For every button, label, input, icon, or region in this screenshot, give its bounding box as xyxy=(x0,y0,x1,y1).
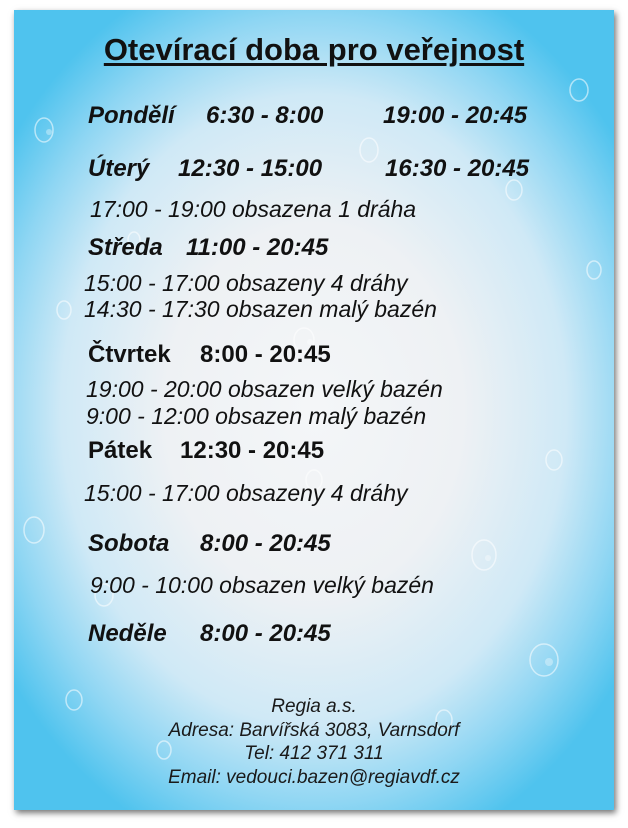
saturday-note-1: 9:00 - 10:00 obsazen velký bazén xyxy=(90,572,434,598)
wednesday-day: Středa xyxy=(88,234,163,261)
footer-company: Regia a.s. xyxy=(271,696,357,717)
thursday-day: Čtvrtek xyxy=(88,341,171,368)
wednesday-time-1: 11:00 - 20:45 xyxy=(186,234,329,261)
monday-time-1: 6:30 - 8:00 xyxy=(206,102,324,129)
wednesday-note-2: 14:30 - 17:30 obsazen malý bazén xyxy=(84,296,437,322)
thursday-note-1: 19:00 - 20:00 obsazen velký bazén xyxy=(86,376,443,402)
footer-address: Adresa: Barvířská 3083, Varnsdorf xyxy=(168,720,460,741)
thursday-note-2: 9:00 - 12:00 obsazen malý bazén xyxy=(86,403,427,429)
thursday-time-1: 8:00 - 20:45 xyxy=(200,341,331,368)
tuesday-day: Úterý xyxy=(88,155,150,182)
tuesday-time-2: 16:30 - 20:45 xyxy=(385,155,530,182)
sunday-time-1: 8:00 - 20:45 xyxy=(200,620,331,647)
friday-note-1: 15:00 - 17:00 obsazeny 4 dráhy xyxy=(84,480,408,506)
footer-email: Email: vedouci.bazen@regiavdf.cz xyxy=(168,767,460,788)
tuesday-note-1: 17:00 - 19:00 obsazena 1 dráha xyxy=(90,196,417,222)
monday-time-2: 19:00 - 20:45 xyxy=(383,102,528,129)
wednesday-note-1: 15:00 - 17:00 obsazeny 4 dráhy xyxy=(84,270,408,296)
poster xyxy=(14,10,614,810)
page-title: Otevírací doba pro veřejnost xyxy=(103,32,525,67)
monday-day: Pondělí xyxy=(88,102,175,129)
saturday-time-1: 8:00 - 20:45 xyxy=(200,530,331,557)
footer-phone: Tel: 412 371 311 xyxy=(244,743,384,764)
tuesday-time-1: 12:30 - 15:00 xyxy=(178,155,323,182)
sunday-day: Neděle xyxy=(88,620,167,647)
friday-time-1: 12:30 - 20:45 xyxy=(180,437,325,464)
friday-day: Pátek xyxy=(88,437,153,464)
saturday-day: Sobota xyxy=(88,530,170,557)
